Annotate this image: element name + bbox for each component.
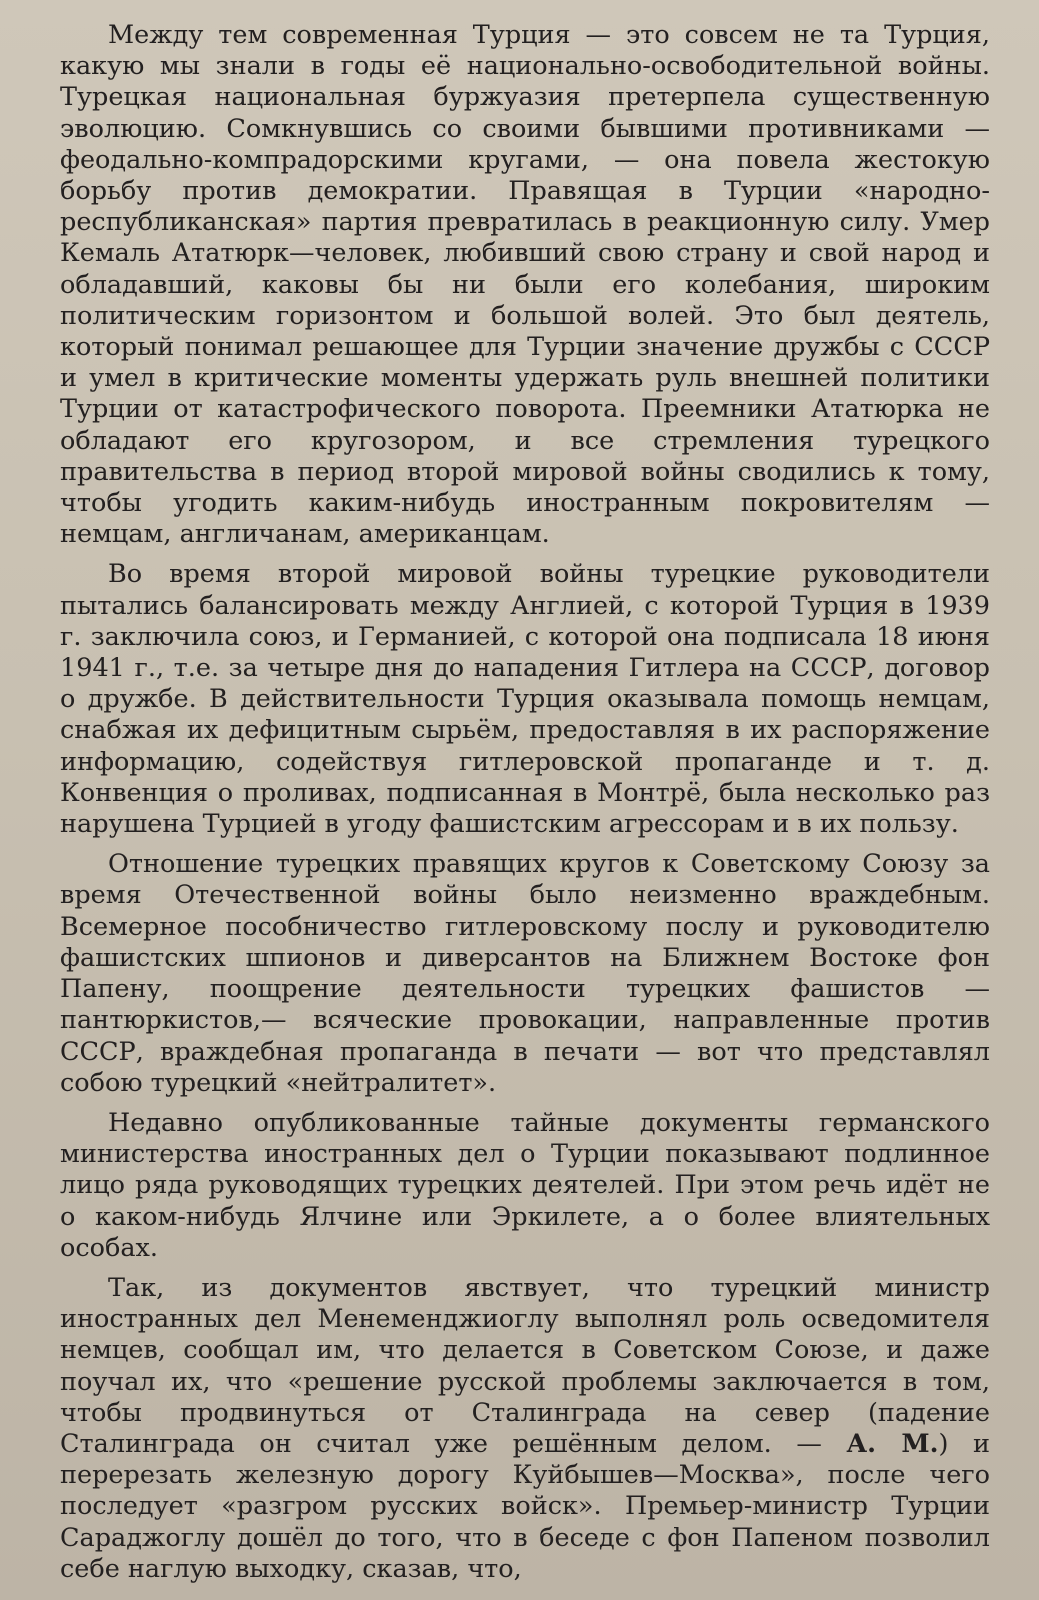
paragraph-5-text-before: Так, из документов явствует, что турецкий министр иностранных дел Менеменджиоглу выполнял роль осведомителя немцев, сообщал им, что делается в Советском Союзе, и даже поучал их, что «решение русской проблемы заключается в том, чтобы продвинуться от Сталинграда на север (падение Сталинграда он считал уже решённым делом. — — [60, 1272, 990, 1459]
paragraph-3: Отношение турецких правящих кругов к Советскому Союзу за время Отечественной войны было неизменно враждебным. Всемерное пособничество гитлеровскому послу и руководителю фашистских шпионов и диверсантов на Ближнем Востоке фон Папену, поощрение деятельности турецких фашистов — пантюркистов,— всяческие провокации, направленные против СССР, враждебная пропаганда в печати — вот что представлял собою турецкий «нейтралитет». — [60, 849, 990, 1098]
author-initials: А. М. — [846, 1428, 939, 1459]
paragraph-2: Во время второй мировой войны турецкие руководители пытались балансировать между Англией, с которой Турция в 1939 г. заключила союз, и Германией, с которой она подписала 18 июня 1941 г., т.е. за четыре дня до нападения Гитлера на СССР, договор о дружбе. В действительности Турция оказывала помощь немцам, снабжая их дефицитным сырьём, предоставляя в их распоряжение информацию, содействуя гитлеровской пропаганде и т. д. Конвенция о проливах, подписанная в Монтрё, была несколько раз нарушена Турцией в угоду фашистским агрессорам и в их пользу. — [60, 559, 990, 840]
paragraph-1: Между тем современная Турция — это совсем не та Турция, какую мы знали в годы её национально-освободительной войны. Турецкая национальная буржуазия претерпела существенную эволюцию. Сомкнувшись со своими бывшими противниками — феодально-компрадорскими кругами, — она повела жестокую борьбу против демократии. Правящая в Турции «народно-республиканская» партия превратилась в реакционную силу. Умер Кемаль Ататюрк—человек, любивший свою страну и свой народ и обладавший, каковы бы ни были его колебания, широким политическим горизонтом и большой волей. Это был деятель, который понимал решающее для Турции значение дружбы с СССР и умел в критические моменты удержать руль внешней политики Турции от катастрофического поворота. Преемники Ататюрка не обладают его кругозором, и все стремления турецкого правительства в период второй мировой войны сводились к тому, чтобы угодить каким-нибудь иностранным покровителям — немцам, англичанам, американцам. — [60, 20, 990, 550]
paragraph-5 — [60, 1273, 990, 1585]
paragraph-4: Недавно опубликованные тайные документы германского министерства иностранных дел о Турции показывают подлинное лицо ряда руководящих турецких деятелей. При этом речь идёт не о каком-нибудь Ялчине или Эркилете, а о более влиятельных особах. — [60, 1107, 990, 1263]
paragraph-5-text-after: ) и перерезать железную дорогу Куйбышев—Москва», после чего последует «разгром русских войск». Премьер-министр Турции Сараджоглу дошёл до того, что в беседе с фон Папеном позволил себе наглую выходку, сказав, что, — [60, 1428, 990, 1584]
page-text — [60, 20, 990, 1585]
